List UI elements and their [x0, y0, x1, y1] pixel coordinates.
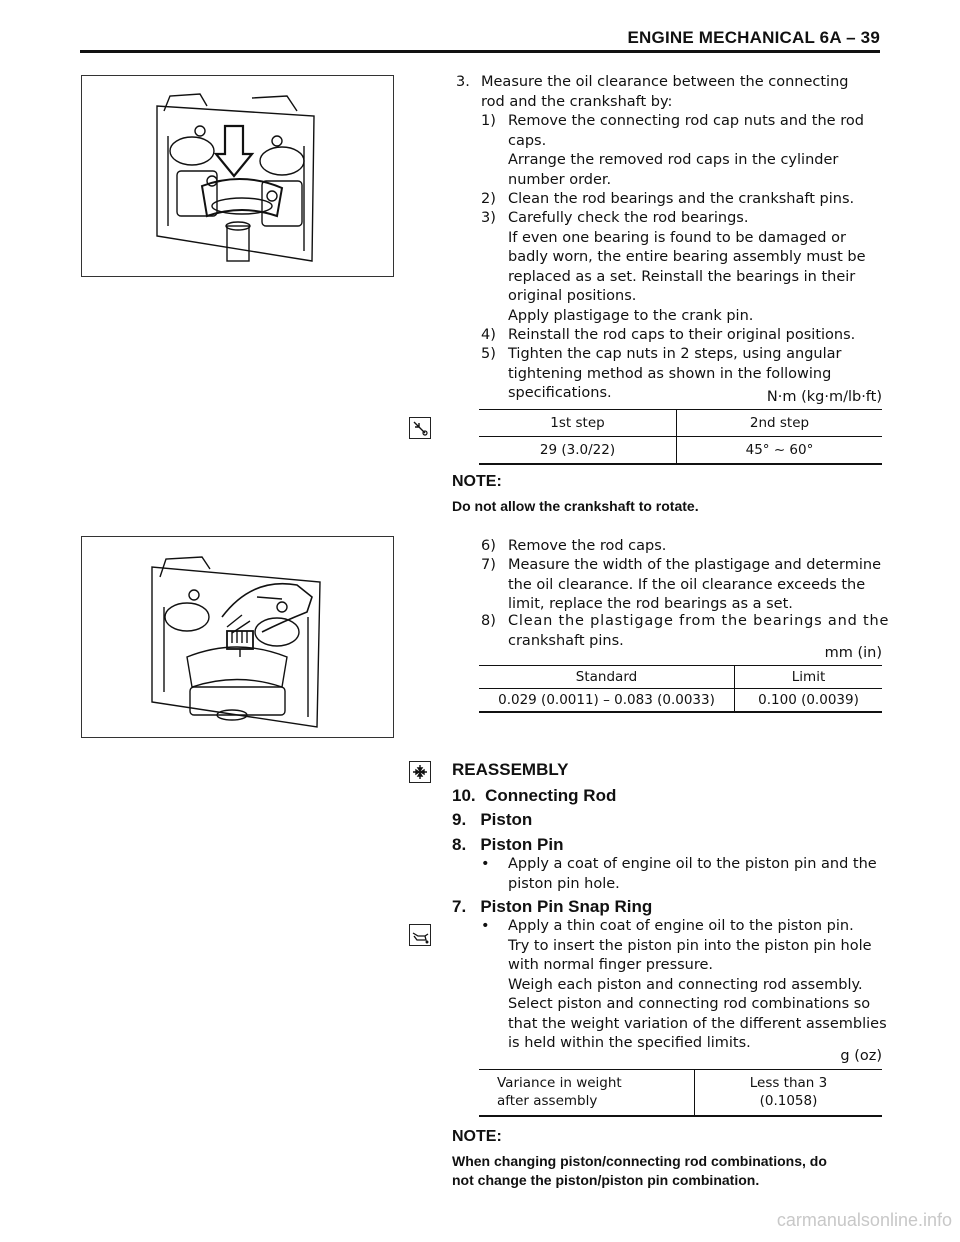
- table-cell-label: [479, 1070, 695, 1116]
- substep-line: badly worn, the entire bearing assembly must be: [508, 249, 866, 265]
- note-text-2: [452, 1152, 827, 1190]
- engine-block-illustration-2: [82, 537, 393, 737]
- table-header: Limit: [791, 669, 826, 685]
- torque-unit: N·m (kg·m/lb·ft): [766, 389, 882, 405]
- table-cell: 0.029 (0.0011) – 0.083 (0.0033): [479, 689, 735, 712]
- weight-table: [479, 1069, 882, 1117]
- bullet: •: [481, 918, 490, 934]
- value-line: (0.1058): [759, 1093, 818, 1110]
- clearance-table: [479, 665, 882, 713]
- bullet-line: piston pin hole.: [508, 875, 620, 892]
- substep-number: 8): [481, 613, 496, 629]
- item-connecting-rod: 10. Connecting Rod: [452, 786, 617, 805]
- substep-line: If even one bearing is found to be damaged or: [508, 229, 846, 246]
- substep-line: caps.: [508, 132, 547, 149]
- substep-line: Arrange the removed rod caps in the cylinder: [508, 152, 839, 168]
- substep-line: Remove the connecting rod cap nuts and the rod: [508, 113, 864, 129]
- substep-line: Carefully check the rod bearings.: [508, 210, 749, 226]
- item-piston-pin: 8. Piston Pin: [452, 835, 564, 854]
- substep-number: 6): [481, 538, 496, 554]
- item-snap-ring: 7. Piston Pin Snap Ring: [452, 897, 653, 916]
- substep-number: 5): [481, 346, 496, 362]
- substep-line: tightening method as shown in the following: [508, 365, 832, 382]
- reassembly-arrows-icon: [409, 761, 431, 783]
- bullet-line: Weigh each piston and connecting rod assembly.: [508, 976, 863, 993]
- table-cell: 0.100 (0.0039): [758, 691, 859, 708]
- reassembly-title: REASSEMBLY: [452, 760, 569, 779]
- bullet-line: Apply a thin coat of engine oil to the piston pin.: [508, 918, 854, 934]
- bullet-line: that the weight variation of the different assemblies: [508, 1015, 887, 1032]
- table-cell-value: [695, 1070, 883, 1116]
- substep-line: the oil clearance. If the oil clearance exceeds the: [508, 576, 866, 593]
- substep-number: 2): [481, 191, 496, 207]
- table-cell: 45° ~ 60°: [745, 441, 814, 458]
- substep-line: replaced as a set. Reinstall the bearings in their: [508, 268, 856, 285]
- substep-number: 1): [481, 113, 496, 129]
- bullet: •: [481, 856, 490, 872]
- oil-can-icon: [409, 924, 431, 946]
- substep-line: Measure the width of the plastigage and determine: [508, 557, 882, 573]
- torque-table: [479, 409, 882, 465]
- substep-line: Remove the rod caps.: [508, 538, 667, 554]
- bullet-line: Select piston and connecting rod combinations so: [508, 996, 871, 1012]
- note-line: When changing piston/connecting rod combinations, do: [452, 1153, 827, 1169]
- substep-line: Apply plastigage to the crank pin.: [508, 307, 754, 324]
- footer-watermark: carmanualsonline.info: [776, 1210, 952, 1230]
- substep-line: number order.: [508, 171, 612, 188]
- substep-line: specifications.: [508, 385, 612, 401]
- bullet-line: Try to insert the piston pin into the piston pin hole: [508, 937, 872, 954]
- substep-line: original positions.: [508, 288, 637, 304]
- label-line: Variance in weight: [497, 1075, 622, 1092]
- bullet-line: Apply a coat of engine oil to the piston pin and the: [508, 856, 877, 872]
- item-piston: 9. Piston: [452, 810, 533, 829]
- engine-block-illustration-1: [82, 76, 393, 276]
- figure-plastigage: [81, 536, 394, 738]
- table-cell: 29 (3.0/22): [479, 437, 677, 464]
- substep-line: limit, replace the rod bearings as a set.: [508, 596, 793, 612]
- table-header: 1st step: [479, 410, 677, 437]
- substep-line: Clean the plastigage from the bearings and the: [508, 613, 890, 629]
- page-header-title: ENGINE MECHANICAL 6A – 39: [627, 28, 880, 47]
- header-rule: [80, 50, 880, 53]
- label-line: after assembly: [497, 1093, 598, 1110]
- figure-connecting-rod-cap: [81, 75, 394, 277]
- note-title-2: NOTE:: [452, 1128, 502, 1145]
- torque-wrench-icon: [409, 417, 431, 439]
- step-text-line: rod and the crankshaft by:: [481, 93, 673, 110]
- value-line: Less than 3: [749, 1075, 828, 1092]
- step-number: 3.: [456, 74, 470, 90]
- step-text-line: Measure the oil clearance between the connecting: [481, 74, 849, 90]
- note-line: not change the piston/piston pin combination.: [452, 1172, 760, 1188]
- clearance-unit: mm (in): [824, 645, 882, 661]
- table-header: Standard: [479, 666, 735, 689]
- note-title-1: NOTE:: [452, 473, 502, 490]
- table-header: 2nd step: [749, 415, 810, 431]
- note-text-1: Do not allow the crankshaft to rotate.: [452, 498, 699, 514]
- weight-unit: g (oz): [840, 1048, 882, 1064]
- substep-line: Reinstall the rod caps to their original positions.: [508, 327, 856, 343]
- substep-number: 3): [481, 210, 496, 226]
- substep-line: Clean the rod bearings and the crankshaft pins.: [508, 191, 855, 207]
- bullet-line: with normal finger pressure.: [508, 957, 714, 973]
- substep-line: Tighten the cap nuts in 2 steps, using angular: [508, 346, 842, 362]
- substep-number: 7): [481, 557, 496, 573]
- substep-line: crankshaft pins.: [508, 632, 624, 649]
- bullet-line: is held within the specified limits.: [508, 1035, 751, 1051]
- substep-number: 4): [481, 327, 496, 343]
